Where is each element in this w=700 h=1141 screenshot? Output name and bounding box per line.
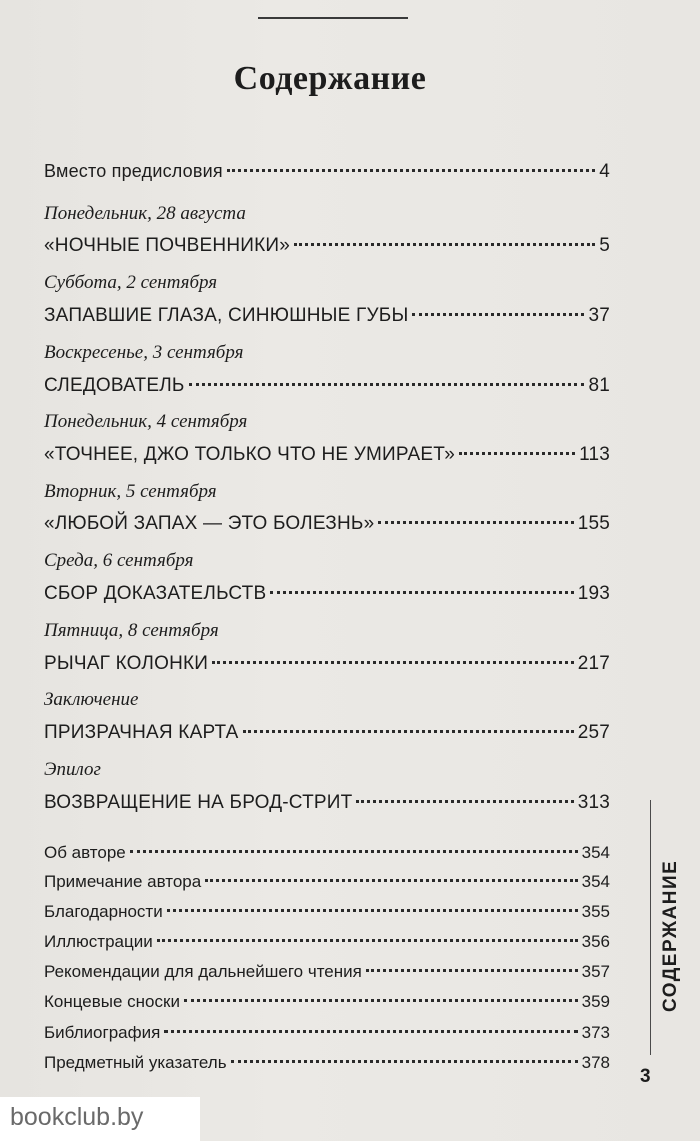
toc-entry — [44, 444, 610, 466]
toc-entry-label: ВОЗВРАЩЕНИЕ НА БРОД-СТРИТ — [44, 792, 353, 813]
toc-entry — [44, 375, 610, 397]
toc-entry-label: ПРИЗРАЧНАЯ КАРТА — [44, 722, 239, 743]
toc-back-entry — [44, 1023, 610, 1043]
toc-entry-label: Рекомендации для дальнейшего чтения — [44, 962, 362, 981]
dot-leader — [167, 909, 578, 912]
toc-entry — [44, 513, 610, 535]
toc-entry-page: 313 — [577, 792, 610, 813]
toc-date: Пятница, 8 сентября — [44, 620, 219, 641]
dot-leader — [227, 169, 595, 172]
toc-entry-page: 37 — [588, 305, 610, 326]
toc-back-entry — [44, 872, 610, 892]
toc-entry-label: «ТОЧНЕЕ, ДЖО ТОЛЬКО ЧТО НЕ УМИРАЕТ» — [44, 444, 455, 465]
toc-entry — [44, 792, 610, 814]
page-title: Содержание — [233, 60, 427, 97]
toc-entry-page: 81 — [588, 375, 610, 396]
toc-entry — [44, 161, 610, 183]
toc-date: Вторник, 5 сентября — [44, 481, 217, 502]
toc-entry-page: 4 — [599, 161, 610, 182]
toc-date: Среда, 6 сентября — [44, 550, 194, 571]
toc-date: Понедельник, 4 сентября — [44, 411, 248, 432]
top-rule — [258, 17, 408, 19]
page-number: 3 — [640, 1066, 651, 1087]
toc-entry-page: 357 — [581, 962, 610, 981]
toc-date: Эпилог — [44, 759, 101, 780]
toc-entry-page: 354 — [581, 872, 610, 891]
dot-leader — [212, 661, 574, 664]
toc-back-entry — [44, 962, 610, 982]
toc-entry-label: Вместо предисловия — [44, 161, 223, 181]
toc-back-entry — [44, 992, 610, 1012]
toc-entry — [44, 653, 610, 675]
dot-leader — [231, 1060, 578, 1063]
toc-entry-page: 217 — [577, 653, 610, 674]
dot-leader — [189, 383, 585, 386]
toc-entry-label: Примечание автора — [44, 872, 202, 891]
toc-entry-page: 359 — [581, 992, 610, 1011]
dot-leader — [366, 969, 578, 972]
toc-back-entry — [44, 932, 610, 952]
dot-leader — [412, 313, 584, 316]
toc-entry-label: Предметный указатель — [44, 1053, 227, 1072]
toc-entry-page: 378 — [581, 1053, 610, 1072]
toc-entry-label: Концевые сноски — [44, 992, 180, 1011]
dot-leader — [378, 521, 573, 524]
dot-leader — [243, 730, 574, 733]
toc-entry-page: 373 — [581, 1023, 610, 1042]
toc-entry-label: СБОР ДОКАЗАТЕЛЬСТВ — [44, 583, 267, 604]
toc-entry-page: 193 — [577, 583, 610, 604]
toc-date: Понедельник, 28 августа — [44, 203, 246, 224]
toc-back-entry — [44, 843, 610, 863]
dot-leader — [294, 243, 595, 246]
watermark — [0, 1097, 200, 1141]
toc-entry-page: 356 — [581, 932, 610, 951]
toc-entry-label: «ЛЮБОЙ ЗАПАХ — ЭТО БОЛЕЗНЬ» — [44, 513, 375, 534]
dot-leader — [157, 939, 578, 942]
dot-leader — [164, 1030, 577, 1033]
toc-entry-label: РЫЧАГ КОЛОНКИ — [44, 653, 209, 674]
dot-leader — [130, 850, 578, 853]
toc-entry-page: 257 — [577, 722, 610, 743]
dot-leader — [459, 452, 575, 455]
toc-date: Заключение — [44, 689, 139, 710]
toc-entry-page: 354 — [581, 843, 610, 862]
running-header: СОДЕРЖАНИЕ — [660, 859, 681, 1012]
watermark-text: bookclub.by — [10, 1103, 144, 1131]
toc-entry-label: «НОЧНЫЕ ПОЧВЕННИКИ» — [44, 235, 291, 256]
toc-entry — [44, 583, 610, 605]
toc-entry-page: 113 — [579, 444, 610, 465]
toc-entry-label: Библиография — [44, 1023, 161, 1042]
toc-back-entry — [44, 902, 610, 922]
dot-leader — [184, 999, 578, 1002]
side-rule — [650, 800, 651, 1055]
toc-entry-label: Благодарности — [44, 902, 163, 921]
toc-entry-page: 5 — [599, 235, 610, 256]
toc-entry-label: ЗАПАВШИЕ ГЛАЗА, СИНЮШНЫЕ ГУБЫ — [44, 305, 409, 326]
toc-entry-page: 155 — [577, 513, 610, 534]
toc-entry — [44, 305, 610, 327]
dot-leader — [205, 879, 577, 882]
toc-entry-label: Иллюстрации — [44, 932, 153, 951]
dot-leader — [356, 800, 573, 803]
toc-date: Суббота, 2 сентября — [44, 272, 218, 293]
toc-date: Воскресенье, 3 сентября — [44, 342, 244, 363]
toc-back-entry — [44, 1053, 610, 1073]
toc-entry-label: Об авторе — [44, 843, 126, 862]
toc-entry — [44, 235, 610, 257]
toc-entry — [44, 722, 610, 744]
toc-entry-label: СЛЕДОВАТЕЛЬ — [44, 375, 185, 396]
dot-leader — [270, 591, 573, 594]
toc-entry-page: 355 — [581, 902, 610, 921]
